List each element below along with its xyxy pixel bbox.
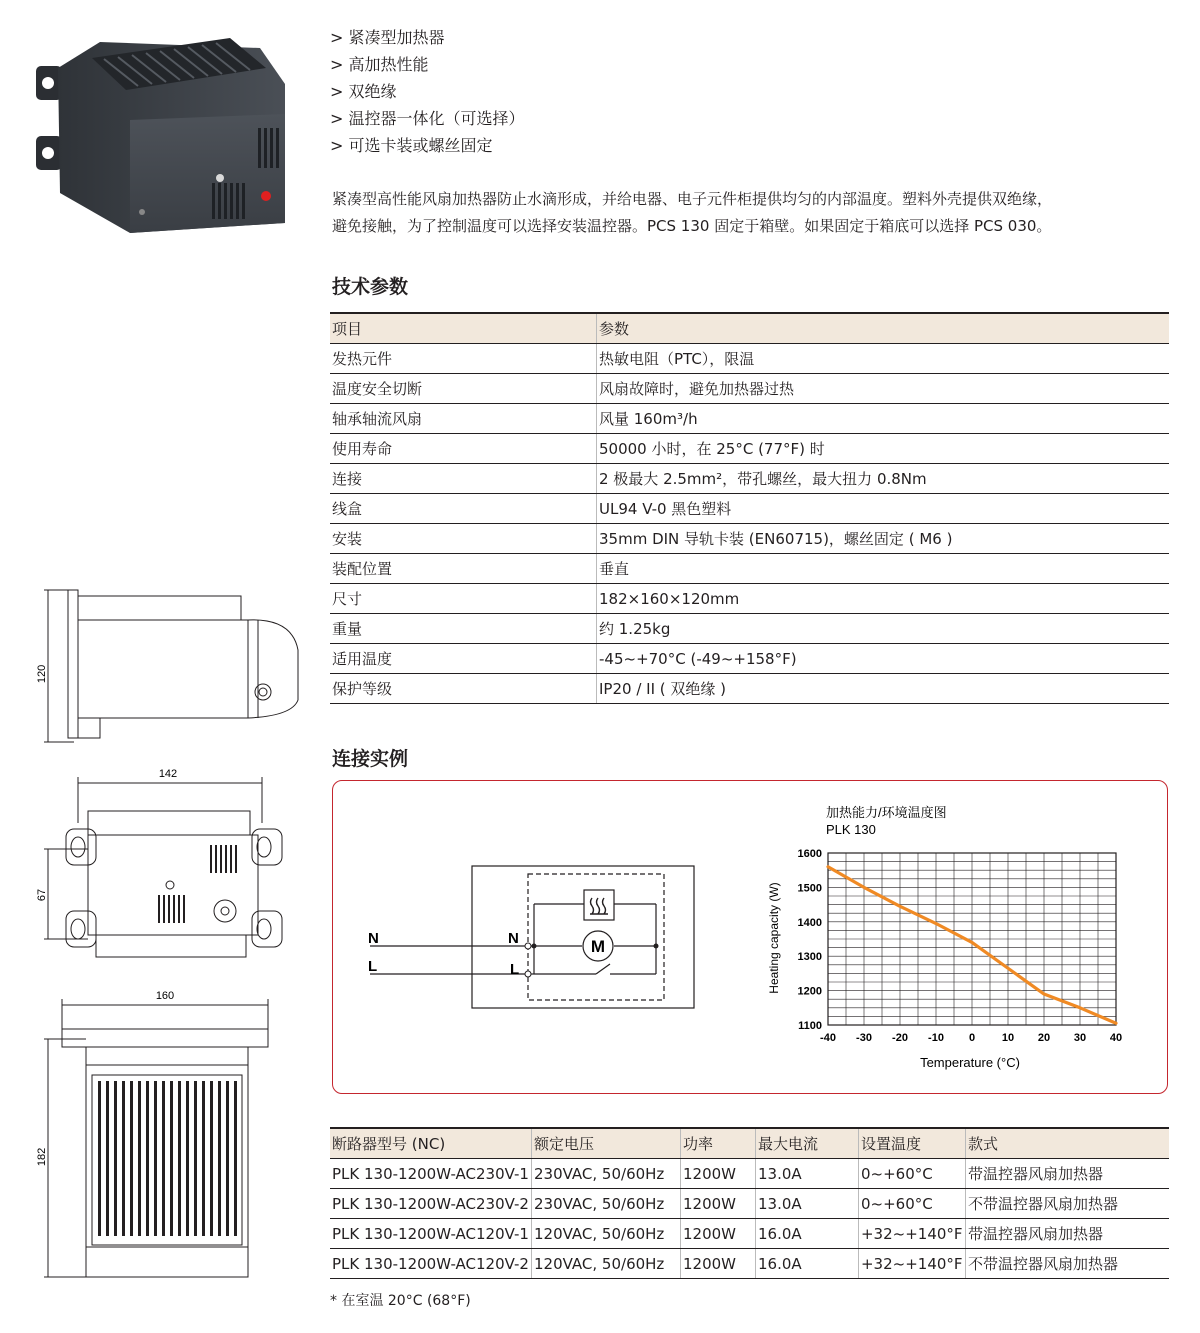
header-cell: 参数 — [597, 313, 1170, 344]
wire-label-l-left: L — [368, 958, 378, 975]
product-photo — [30, 28, 292, 243]
header-cell: 断路器型号 (NC) — [330, 1128, 531, 1159]
spec-name: 线盒 — [330, 494, 597, 524]
y-tick-label: 1500 — [797, 882, 822, 895]
motor-label: M — [590, 937, 606, 956]
spec-name: 温度安全切断 — [330, 374, 597, 404]
spec-value: UL94 V-0 黑色塑料 — [597, 494, 1170, 524]
spec-value: 约 1.25kg — [597, 614, 1170, 644]
table-row — [330, 464, 1169, 494]
dim-182: 182 — [36, 1147, 48, 1167]
feature-item: > 紧凑型加热器 — [330, 24, 525, 51]
model-cell: 0~+60°C — [858, 1159, 965, 1189]
table-row — [330, 644, 1169, 674]
dim-67: 67 — [36, 888, 48, 902]
model-cell: +32~+140°F — [858, 1249, 965, 1279]
description-line: 紧凑型高性能风扇加热器防止水滴形成，并给电器、电子元件柜提供均匀的内部温度。塑料外壳提供双绝缘， — [332, 190, 1053, 208]
spec-name: 连接 — [330, 464, 597, 494]
model-cell: 1200W — [680, 1249, 755, 1279]
table-row — [330, 494, 1169, 524]
spec-value: -45~+70°C (-49~+158°F) — [597, 644, 1170, 674]
model-cell: 带温控器风扇加热器 — [965, 1159, 1169, 1189]
feature-item: > 高加热性能 — [330, 51, 525, 78]
model-cell: 不带温控器风扇加热器 — [965, 1249, 1169, 1279]
spec-name: 装配位置 — [330, 554, 597, 584]
model-cell: PLK 130-1200W-AC120V-2 — [330, 1249, 531, 1279]
spec-value: 垂直 — [597, 554, 1170, 584]
dim-142: 142 — [158, 768, 178, 780]
x-tick-label: 30 — [1073, 1032, 1087, 1044]
y-tick-label: 1600 — [797, 848, 822, 860]
table-row — [330, 434, 1169, 464]
chart-subtitle: PLK 130 — [826, 822, 876, 837]
chart-title: 加热能力/环境温度图 — [826, 805, 947, 820]
x-tick-label: -10 — [928, 1032, 944, 1044]
header-cell: 额定电压 — [531, 1128, 680, 1159]
model-cell: 230VAC, 50/60Hz — [531, 1159, 680, 1189]
model-cell: 1200W — [680, 1189, 755, 1219]
table-header-row — [330, 313, 1169, 344]
spec-value: 182×160×120mm — [597, 584, 1170, 614]
feature-item: > 双绝缘 — [330, 78, 525, 105]
header-cell: 最大电流 — [755, 1128, 858, 1159]
side-view-drawing — [30, 582, 305, 747]
spec-name: 安装 — [330, 524, 597, 554]
model-cell: +32~+140°F — [858, 1219, 965, 1249]
x-tick-label: 10 — [1001, 1032, 1015, 1044]
model-cell: 16.0A — [755, 1219, 858, 1249]
description-line: 避免接触，为了控制温度可以选择安装温控器。PCS 130 固定于箱壁。如果固定于箱底可以选择 PCS 030。 — [332, 217, 1052, 235]
spec-name: 使用寿命 — [330, 434, 597, 464]
models-table — [330, 1127, 1169, 1279]
spec-name: 尺寸 — [330, 584, 597, 614]
spec-value: IP20 / II ( 双绝缘 ) — [597, 674, 1170, 704]
x-tick-label: -40 — [820, 1032, 836, 1044]
feature-item: > 温控器一体化（可选择） — [330, 105, 525, 132]
spec-value: 风扇故障时，避免加热器过热 — [597, 374, 1170, 404]
table-row — [330, 554, 1169, 584]
chart-xlabel: Temperature (°C) — [920, 1055, 1020, 1070]
spec-table — [330, 312, 1169, 704]
model-cell: 1200W — [680, 1219, 755, 1249]
dim-160: 160 — [155, 990, 175, 1002]
y-tick-label: 1100 — [798, 1020, 822, 1032]
model-cell: 0~+60°C — [858, 1189, 965, 1219]
model-cell: 230VAC, 50/60Hz — [531, 1189, 680, 1219]
model-cell: PLK 130-1200W-AC230V-2 — [330, 1189, 531, 1219]
model-cell: 16.0A — [755, 1249, 858, 1279]
spec-name: 重量 — [330, 614, 597, 644]
x-tick-label: 40 — [1109, 1032, 1123, 1044]
spec-value: 35mm DIN 导轨卡装 (EN60715)，螺丝固定 ( M6 ) — [597, 524, 1170, 554]
header-cell: 项目 — [330, 313, 597, 344]
table-row — [330, 524, 1169, 554]
dim-120: 120 — [36, 664, 48, 684]
spec-name: 发热元件 — [330, 344, 597, 374]
table-row — [330, 1249, 1169, 1279]
spec-value: 2 极最大 2.5mm²，带孔螺丝，最大扭力 0.8Nm — [597, 464, 1170, 494]
x-tick-label: -20 — [892, 1032, 908, 1044]
wire-label-l-right: L — [510, 961, 520, 978]
spec-value: 热敏电阻（PTC），限温 — [597, 344, 1170, 374]
wiring-diagram — [360, 860, 700, 1010]
feature-list — [330, 24, 525, 159]
model-cell: PLK 130-1200W-AC120V-1 — [330, 1219, 531, 1249]
model-cell: 不带温控器风扇加热器 — [965, 1189, 1169, 1219]
table-row — [330, 584, 1169, 614]
model-cell: 120VAC, 50/60Hz — [531, 1249, 680, 1279]
table-header-row — [330, 1128, 1169, 1159]
x-tick-label: 20 — [1037, 1032, 1051, 1044]
heating-capacity-chart — [740, 795, 1160, 1080]
model-cell: 1200W — [680, 1159, 755, 1189]
y-tick-label: 1200 — [797, 985, 822, 998]
spec-name: 轴承轴流风扇 — [330, 404, 597, 434]
table-row — [330, 1159, 1169, 1189]
spec-name: 保护等级 — [330, 674, 597, 704]
table-row — [330, 614, 1169, 644]
spec-value: 50000 小时，在 25°C (77°F) 时 — [597, 434, 1170, 464]
spec-value: 风量 160m³/h — [597, 404, 1170, 434]
top-view-drawing — [30, 985, 305, 1285]
x-tick-label: -30 — [856, 1032, 872, 1044]
chart-ylabel: Heating capacity (W) — [767, 882, 781, 994]
product-description — [332, 186, 1174, 240]
model-cell: 带温控器风扇加热器 — [965, 1219, 1169, 1249]
header-cell: 设置温度 — [858, 1128, 965, 1159]
model-cell: PLK 130-1200W-AC230V-1 — [330, 1159, 531, 1189]
spec-title: 技术参数 — [332, 276, 409, 298]
y-tick-label: 1300 — [797, 951, 822, 964]
wire-label-n-right: N — [508, 930, 519, 947]
table-row — [330, 1189, 1169, 1219]
table-row — [330, 1219, 1169, 1249]
model-cell: 120VAC, 50/60Hz — [531, 1219, 680, 1249]
footnote: * 在室温 20°C (68°F) — [330, 1293, 471, 1309]
example-title: 连接实例 — [332, 748, 409, 770]
spec-name: 适用温度 — [330, 644, 597, 674]
table-row — [330, 344, 1169, 374]
table-row — [330, 674, 1169, 704]
table-row — [330, 404, 1169, 434]
model-cell: 13.0A — [755, 1189, 858, 1219]
feature-item: > 可选卡装或螺丝固定 — [330, 132, 525, 159]
model-cell: 13.0A — [755, 1159, 858, 1189]
wire-label-n-left: N — [368, 930, 379, 947]
y-tick-label: 1400 — [797, 916, 822, 929]
table-row — [330, 374, 1169, 404]
header-cell: 功率 — [680, 1128, 755, 1159]
front-view-drawing — [30, 765, 305, 965]
x-tick-label: 0 — [968, 1032, 976, 1044]
header-cell: 款式 — [965, 1128, 1169, 1159]
